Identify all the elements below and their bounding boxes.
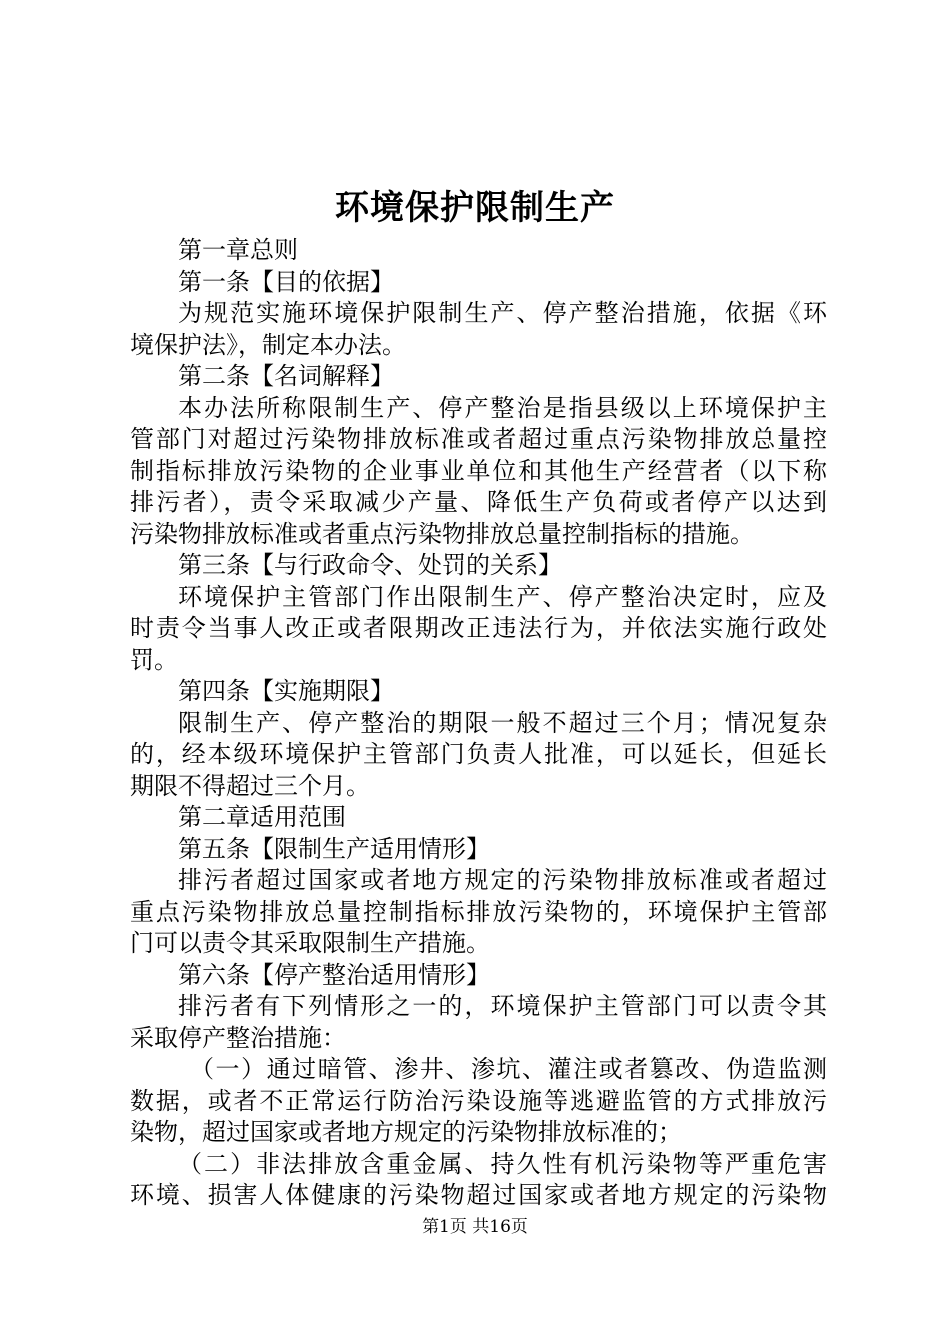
list-item-line: 环境、损害人体健康的污染物超过国家或者地方规定的污染物 bbox=[130, 1181, 827, 1209]
paragraph-line: 排污者超过国家或者地方规定的污染物排放标准或者超过 bbox=[178, 866, 827, 894]
list-item-line: （二）非法排放含重金属、持久性有机污染物等严重危害 bbox=[178, 1149, 827, 1178]
paragraph-line: 的，经本级环境保护主管部门负责人批准，可以延长，但延长 bbox=[130, 740, 827, 768]
paragraph-line: 污染物排放标准或者重点污染物排放总量控制指标的措施。 bbox=[130, 519, 754, 548]
list-item-line: 染物，超过国家或者地方规定的污染物排放标准的； bbox=[130, 1118, 682, 1146]
paragraph-line: 罚。 bbox=[130, 645, 178, 674]
paragraph-line: 本办法所称限制生产、停产整治是指县级以上环境保护主 bbox=[178, 393, 827, 422]
article-heading: 第五条【限制生产适用情形】 bbox=[178, 834, 490, 863]
paragraph-line: 采取停产整治措施： bbox=[130, 1023, 346, 1052]
chapter-heading: 第二章适用范围 bbox=[178, 803, 346, 831]
article-heading: 第四条【实施期限】 bbox=[178, 677, 394, 705]
paragraph-line: 重点污染物排放总量控制指标排放污染物的，环境保护主管部 bbox=[130, 897, 827, 926]
paragraph-line: 为规范实施环境保护限制生产、停产整治措施，依据《环 bbox=[178, 299, 827, 327]
article-heading: 第六条【停产整治适用情形】 bbox=[178, 960, 490, 989]
paragraph-line: 门可以责令其采取限制生产措施。 bbox=[130, 929, 490, 957]
paragraph-line: 排污者），责令采取减少产量、降低生产负荷或者停产以达到 bbox=[130, 488, 827, 516]
list-item-line: （一）通过暗管、渗井、渗坑、灌注或者篡改、伪造监测 bbox=[190, 1055, 827, 1083]
list-item-line: 数据，或者不正常运行防治污染设施等逃避监管的方式排放污 bbox=[130, 1086, 827, 1115]
paragraph-line: 环境保护主管部门作出限制生产、停产整治决定时，应及 bbox=[178, 582, 827, 611]
article-heading: 第一条【目的依据】 bbox=[178, 267, 394, 296]
paragraph-line: 制指标排放污染物的企业事业单位和其他生产经营者（以下称 bbox=[130, 456, 827, 485]
chapter-heading: 第一章总则 bbox=[178, 236, 298, 264]
document-title: 环境保护限制生产 bbox=[335, 188, 615, 228]
paragraph-line: 排污者有下列情形之一的，环境保护主管部门可以责令其 bbox=[178, 992, 827, 1020]
paragraph-line: 管部门对超过污染物排放标准或者超过重点污染物排放总量控 bbox=[130, 425, 827, 453]
paragraph-line: 时责令当事人改正或者限期改正违法行为，并依法实施行政处 bbox=[130, 614, 827, 642]
paragraph-line: 境保护法》，制定本办法。 bbox=[130, 330, 406, 359]
article-heading: 第三条【与行政命令、处罚的关系】 bbox=[178, 551, 562, 579]
article-heading: 第二条【名词解释】 bbox=[178, 362, 394, 390]
document-body bbox=[130, 235, 827, 1212]
paragraph-line: 限制生产、停产整治的期限一般不超过三个月；情况复杂 bbox=[178, 708, 827, 737]
paragraph-line: 期限不得超过三个月。 bbox=[130, 771, 370, 800]
page-footer: 第1页 共16页 bbox=[422, 1217, 528, 1237]
